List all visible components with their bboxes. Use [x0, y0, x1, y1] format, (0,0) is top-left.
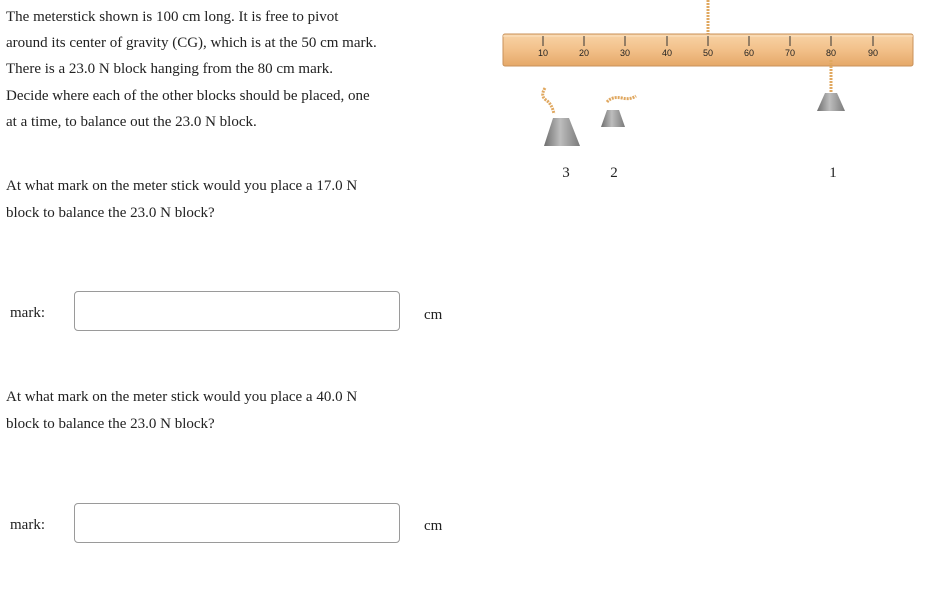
problem-statement: [6, 4, 476, 135]
block-2-rope: [607, 96, 636, 102]
intro-line-3: There is a 23.0 N block hanging from the 80 cm mark.: [6, 61, 333, 78]
block-1-weight: [817, 93, 845, 111]
tick-label-70: 70: [784, 48, 796, 58]
intro-line-4: Decide where each of the other blocks should be placed, one: [6, 87, 370, 104]
block-2-label: 2: [610, 165, 618, 181]
question-2-text: [6, 384, 466, 437]
block-3-label: 3: [562, 165, 570, 181]
tick-label-30: 30: [619, 48, 631, 58]
question-2-answer-input[interactable]: [74, 503, 400, 543]
tick-label-20: 20: [578, 48, 590, 58]
tick-label-50: 50: [702, 48, 714, 58]
question-1-line-1: At what mark on the meter stick would you place a 17.0 N: [6, 178, 358, 194]
block-2-weight: [601, 110, 625, 127]
intro-line-1: The meterstick shown is 100 cm long. It is free to pivot: [6, 9, 339, 25]
question-2-mark-label: mark:: [10, 517, 45, 533]
tick-label-80: 80: [825, 48, 837, 58]
intro-line-5: at a time, to balance out the 23.0 N block.: [6, 113, 257, 130]
question-1-answer-input[interactable]: [74, 291, 400, 331]
question-2-unit: cm: [424, 518, 443, 534]
intro-line-2: around its center of gravity (CG), which is at the 50 cm mark.: [6, 35, 377, 52]
block-1-label: 1: [829, 165, 837, 181]
block-3-rope: [543, 88, 554, 114]
question-2-line-1: At what mark on the meter stick would you place a 40.0 N: [6, 389, 358, 405]
question-2-line-2: block to balance the 23.0 N block?: [6, 415, 215, 432]
question-1-line-2: block to balance the 23.0 N block?: [6, 204, 215, 221]
tick-label-40: 40: [661, 48, 673, 58]
tick-label-90: 90: [867, 48, 879, 58]
question-1-text: [6, 173, 466, 226]
tick-label-10: 10: [537, 48, 549, 58]
tick-label-60: 60: [743, 48, 755, 58]
question-1-unit: cm: [424, 307, 443, 323]
question-1-mark-label: mark:: [10, 305, 45, 321]
meterstick-figure: [500, 0, 930, 200]
block-3-weight: [544, 118, 580, 146]
